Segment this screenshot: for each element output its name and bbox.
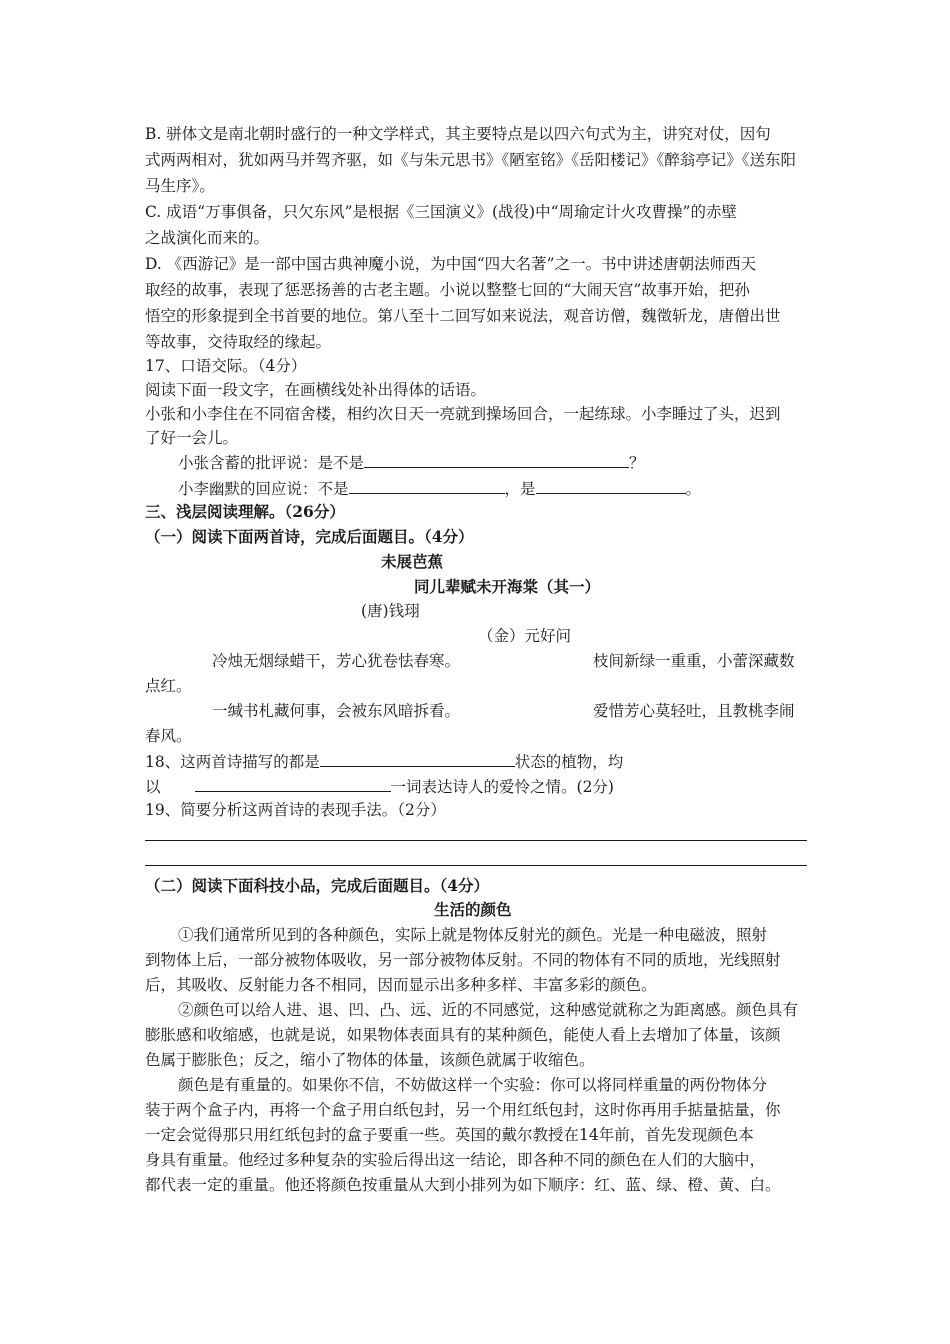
answer-2-prefix: 小李幽默的回应说：不是 (178, 480, 349, 498)
q18-suffix: 一词表达诗人的爱怜之情。(2分) (390, 778, 614, 796)
question-18-line-1 (145, 751, 623, 772)
article-title: 生活的颜色 (434, 900, 512, 919)
question-17-scenario-2: 了好一会儿。 (145, 429, 239, 447)
question-17-scenario-1: 小张和小李住在不同宿舍楼，相约次日天一亮就到操场回合，一起练球。小李睡过了头，迟到 (145, 405, 781, 423)
answer-2-blank-b[interactable] (536, 478, 686, 494)
poem-1-author: (唐)钱珝 (361, 602, 420, 620)
section-3-title: 三、浅层阅读理解。（26分） (145, 502, 345, 521)
article-p3-line-4: 身具有重量。他经过多种复杂的实验后得出这一结论，即各种不同的颜色在人们的大脑中， (145, 1151, 766, 1169)
question-17-answer-line-1 (178, 452, 645, 473)
answer-rule-2[interactable] (145, 865, 807, 866)
q18-line2-prefix: 以 (145, 778, 161, 796)
question-19-title: 19、简要分析这两首诗的表现手法。（2分） (145, 801, 446, 819)
question-17-instruction: 阅读下面一段文字，在画横线处补出得体的话语。 (145, 381, 487, 399)
article-p1-line-3: 后，其吸收、反射能力各不相同，因而显示出多种多样、丰富多彩的颜色。 (145, 976, 657, 994)
poem-2-line-1: 枝间新绿一重重，小蕾深藏数 (593, 652, 795, 670)
answer-rule-1[interactable] (145, 840, 807, 841)
answer-2-blank-a[interactable] (349, 478, 505, 494)
option-d-line-1: D. 《西游记》是一部中国古典神魔小说，为中国“四大名著”之一。书中讲述唐朝法师西天 (145, 255, 757, 273)
poem-2-title: 同儿辈赋未开海棠（其一） (414, 577, 601, 596)
poem-1-line-2: 一缄书札藏何事，会被东风暗拆看。 (212, 702, 461, 720)
answer-2-middle: ，是 (504, 480, 536, 498)
answer-2-suffix: 。 (685, 480, 702, 498)
option-d-line-4: 等故事，交待取经的缘起。 (145, 333, 332, 351)
q18-middle: 状态的植物，均 (514, 753, 624, 771)
option-b-line-2: 式两两相对，犹如两马并驾齐驱，如《与朱元思书》《陋室铭》《岳阳楼记》《醉翁亭记》《送东阳 (145, 151, 797, 169)
answer-1-blank[interactable] (364, 452, 629, 468)
article-p3-line-3: 一定会觉得那只用红纸包封的盒子要重一些。英国的戴尔教授在14年前，首先发现颜色本 (145, 1126, 754, 1144)
q18-blank-2[interactable] (195, 776, 391, 792)
option-c-line-2: 之战演化而来的。 (145, 229, 270, 247)
article-p3-line-2: 装于两个盒子内，再将一个盒子用白纸包封，另一个用红纸包封，这时你再用手掂量掂量，你 (145, 1101, 781, 1119)
option-d-line-2: 取经的故事，表现了惩恶扬善的古老主题。小说以整整七回的“大闹天宫”故事开始，把孙 (145, 281, 750, 299)
poem-2-author: （金）元好问 (478, 627, 572, 645)
question-17-title: 17、口语交际。（4分） (145, 357, 307, 375)
article-p3-line-1: 颜色是有重量的。如果你不信，不妨做这样一个实验：你可以将同样重量的两份物体分 (178, 1076, 768, 1094)
part-1-title: （一）阅读下面两首诗，完成后面题目。（4分） (145, 527, 474, 546)
option-d-line-3: 悟空的形象提到全书首要的地位。第八至十二回写如来说法，观音访僧，魏徵斩龙，唐僧出世 (145, 307, 781, 325)
option-b-line-3: 马生序》。 (145, 177, 215, 195)
poem-1-line-1: 冷烛无烟绿蜡干，芳心犹卷怯春寒。 (212, 652, 461, 670)
poem-2-line-2: 爱惜芳心莫轻吐，且教桃李闹 (593, 702, 795, 720)
question-17-answer-line-2 (178, 478, 701, 499)
poem-2-line-2-wrap: 春风。 (145, 727, 192, 745)
question-18-line-2 (145, 776, 614, 797)
option-c-line-1: C. 成语“万事俱备，只欠东风”是根据《三国演义》(战役)中“周瑜定计火攻曹操”的赤壁 (145, 203, 737, 221)
poem-2-line-1-wrap: 点红。 (145, 677, 192, 695)
poem-1-title: 未展芭蕉 (381, 552, 444, 571)
answer-1-prefix: 小张含蓄的批评说：是不是 (178, 454, 365, 472)
answer-1-suffix: ？ (629, 454, 645, 472)
article-p2-line-1: ②颜色可以给人进、退、凹、凸、远、近的不同感觉，这种感觉就称之为距离感。颜色具有 (178, 1001, 799, 1019)
part-2-title: （二）阅读下面科技小品，完成后面题目。（4分） (145, 876, 490, 895)
article-p2-line-2: 膨胀感和收缩感，也就是说，如果物体表面具有的某种颜色，能使人看上去增加了体量，该颜 (145, 1026, 781, 1044)
article-p3-line-5: 都代表一定的重量。他还将颜色按重量从大到小排列为如下顺序：红、蓝、绿、橙、黄、白。 (145, 1176, 781, 1194)
article-p1-line-2: 到物体上后，一部分被物体吸收，另一部分被物体反射。不同的物体有不同的质地，光线照射 (145, 951, 781, 969)
article-p2-line-3: 色属于膨胀色；反之，缩小了物体的体量，该颜色就属于收缩色。 (145, 1051, 595, 1069)
article-p1-line-1: ①我们通常所见到的各种颜色，实际上就是物体反射光的颜色。光是一种电磁波，照射 (178, 926, 768, 944)
q18-prefix: 18、这两首诗描写的都是 (145, 753, 320, 771)
option-b-line-1: B. 骈体文是南北朝时盛行的一种文学样式，其主要特点是以四六句式为主，讲究对仗，因句 (145, 125, 771, 143)
q18-blank-1[interactable] (320, 751, 515, 767)
